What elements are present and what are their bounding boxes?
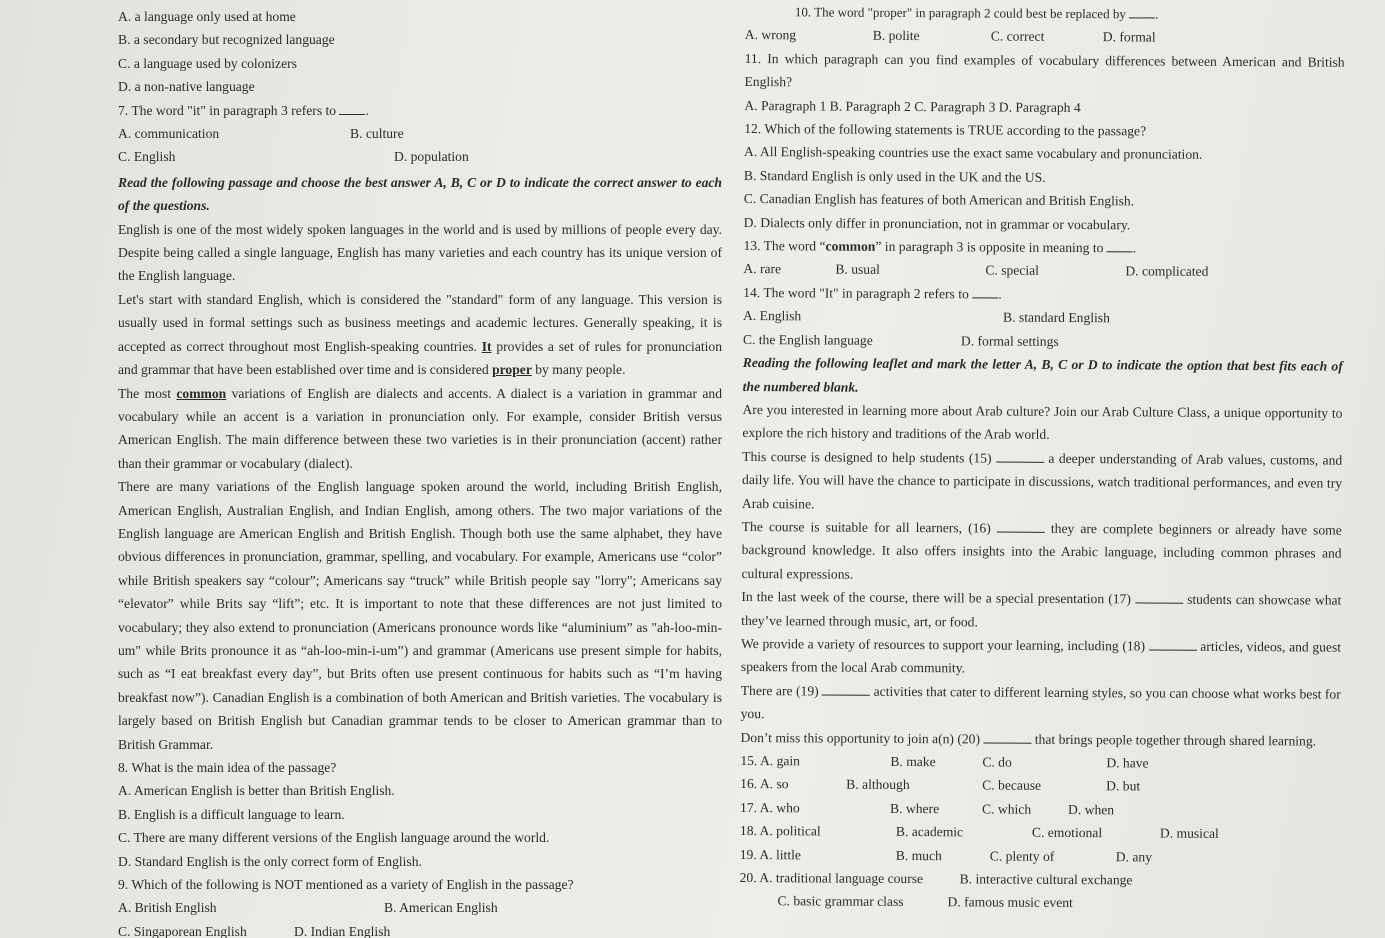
passage-paragraph-1: English is one of the most widely spoken languages in the world and is used by millions of people every day. Despite being called a single language, English has many varieties and each country has its unique version of the English language.: [118, 221, 722, 284]
q8-option-a: A. American English is better than British English.: [118, 783, 395, 799]
q16-options: 16. A. so B. although C. because D. but: [740, 776, 1141, 794]
right-column: [739, 0, 1345, 916]
q9-options-row2: C. Singaporean English D. Indian English: [118, 923, 391, 938]
q19-options: 19. A. little B. much C. plenty of D. any: [739, 846, 1153, 865]
q12-option-b: B. Standard English is only used in the UK and the US.: [743, 167, 1046, 185]
q12-option-d: D. Dialects only differ in pronunciation, not in grammar or vocabulary.: [743, 214, 1131, 233]
q9-options-row1: A. British English B. American English: [118, 900, 498, 916]
left-column: [118, 5, 722, 938]
leaflet-paragraph-1: Are you interested in learning more about Arab culture? Join our Arab Culture Class, a unique opportunity to explore the rich history and traditions of the Arab world.: [742, 401, 1343, 443]
blank-20: [983, 730, 1031, 743]
q10-options: A. wrong B. polite C. correct D. formal: [744, 27, 1156, 45]
q7-stem: 7. The word "it" in paragraph 3 refers to .: [118, 102, 369, 118]
q13-options: A. rare B. usual C. special D. complicated: [743, 261, 1209, 280]
passage-paragraph-2: Let's start with standard English, which is considered the "standard" form of any language. This version is usually used in formal settings such as business meetings and academic lectures. Generally speaking, it is accepted as correct throughout most English-speaking countries. It provides a set of rules for pronunciation and grammar that have been established over time and is considered proper by many people.: [118, 291, 723, 378]
blank-19: [822, 682, 870, 695]
leaflet-instruction: Reading the following leaflet and mark the letter A, B, C or D to indicate the option that best fits each of the numbered blank.: [742, 355, 1343, 395]
q15-options: 15. A. gain B. make C. do D. have: [740, 752, 1149, 771]
q8-stem: 8. What is the main idea of the passage?: [118, 760, 337, 775]
q14-stem: 14. The word "It" in paragraph 2 refers to .: [743, 284, 1002, 302]
q14-options-row1: A. English B. standard English: [743, 308, 1110, 326]
q14-options-row2: C. the English language D. formal settings: [742, 331, 1059, 349]
leaflet-paragraph-5: We provide a variety of resources to support your learning, including (18) articles, videos, and guest speakers from the local Arab community.: [740, 635, 1342, 676]
passage-paragraph-3: The most common variations of English are dialects and accents. A dialect is a variation in grammar and vocabulary while an accent is a variation in pronunciation only. For example, consider British versus American English. The main difference between these two varieties is in their pronunciation (accent) rather than their grammar or vocabulary (dialect).: [118, 385, 722, 471]
q8-option-c: C. There are many different versions of the English language around the world.: [118, 830, 550, 846]
q6-option-b: B. a secondary but recognized language: [118, 32, 335, 48]
q20-options-row1: 20. A. traditional language course B. interactive cultural exchange: [739, 870, 1133, 888]
passage-paragraph-4: There are many variations of the English language spoken around the world, including British English, American English, Australian English, and Indian English, among others. The two major variations of the English language are American English and British English. Though both use the same alphabet, they have obvious differences in pronunciation, grammar, spelling, and vocabulary. For example, Americans use “color” while British speakers say “colour”; Americans say “truck” while British people say "lorry"; Americans say “elevator” while Brits say “lift”; etc. It is important to note that these differences are not just limited to vocabulary; they also extend to pronunciation (Americans pronounce words like “aluminium” as "ah-loo-min-um" while Brits pronounce it as “ah-loo-min-i-um”) and grammar (Americans use present simple for habits, such as “I eat breakfast every day”, but Brits often use present continuous for habits such as “I’m having breakfast now”). Canadian English is a combination of both American and British varieties. The vocabulary is largely based on British English but Canadian grammar tends to be closer to American grammar than to British Grammar.: [118, 479, 722, 752]
blank-15: [996, 449, 1044, 462]
q13-stem: 13. The word “common” in paragraph 3 is opposite in meaning to .: [743, 238, 1137, 256]
q17-options: 17. A. who B. where C. which D. when: [740, 799, 1115, 818]
q11-options: A. Paragraph 1 B. Paragraph 2 C. Paragraph 3 D. Paragraph 4: [744, 97, 1081, 115]
q6-option-d: D. a non-native language: [118, 79, 255, 95]
reading-instruction: Read the following passage and choose the best answer A, B, C or D to indicate the correct answer to each of the questions.: [118, 174, 722, 214]
leaflet-paragraph-6: There are (19) activities that cater to different learning styles, so you can choose what works best for you.: [740, 682, 1341, 722]
q8-option-d: D. Standard English is the only correct form of English.: [118, 853, 422, 869]
leaflet-paragraph-3: The course is suitable for all learners, (16) they are complete beginners or already have some background knowledge. It also offers insights into the Arabic language, including common phrases and cultural expressions.: [741, 518, 1342, 582]
q18-options: 18. A. political B. academic C. emotional D. musical: [739, 823, 1219, 842]
leaflet-paragraph-7: Don’t miss this opportunity to join a(n) (20) that brings people together through shared learning.: [740, 729, 1317, 749]
q8-option-b: B. English is a difficult language to learn.: [118, 806, 345, 822]
q7-options-row2: C. English D. population: [118, 149, 469, 165]
q7-options-row1: A. communication B. culture: [118, 126, 404, 142]
q12-stem: 12. Which of the following statements is TRUE according to the passage?: [744, 121, 1147, 139]
q6-option-a: A. a language only used at home: [118, 9, 296, 24]
q9-stem: 9. Which of the following is NOT mentioned as a variety of English in the passage?: [118, 877, 574, 893]
q11-stem: 11. In which paragraph can you find examples of vocabulary differences between American and British English?: [744, 50, 1345, 90]
q6-option-c: C. a language used by colonizers: [118, 55, 297, 71]
q12-option-c: C. Canadian English has features of both American and British English.: [743, 191, 1135, 209]
leaflet-paragraph-2: This course is designed to help students (15) a deeper understanding of Arab values, customs, and daily life. You will have the chance to participate in discussions, watch traditional performances, and even try Arab cuisine.: [741, 448, 1343, 511]
blank-17: [1135, 591, 1183, 604]
leaflet-paragraph-4: In the last week of the course, there will be a special presentation (17) students can showcase what they’ve learned through music, art, or food.: [741, 589, 1342, 629]
blank-16: [997, 519, 1045, 532]
q20-options-row2: C. basic grammar class D. famous music event: [777, 893, 1073, 911]
blank-18: [1149, 637, 1197, 650]
q10-stem: 10. The word "proper" in paragraph 2 could best be replaced by .: [794, 4, 1159, 22]
q12-option-a: A. All English-speaking countries use the exact same vocabulary and pronunciation.: [744, 144, 1203, 163]
